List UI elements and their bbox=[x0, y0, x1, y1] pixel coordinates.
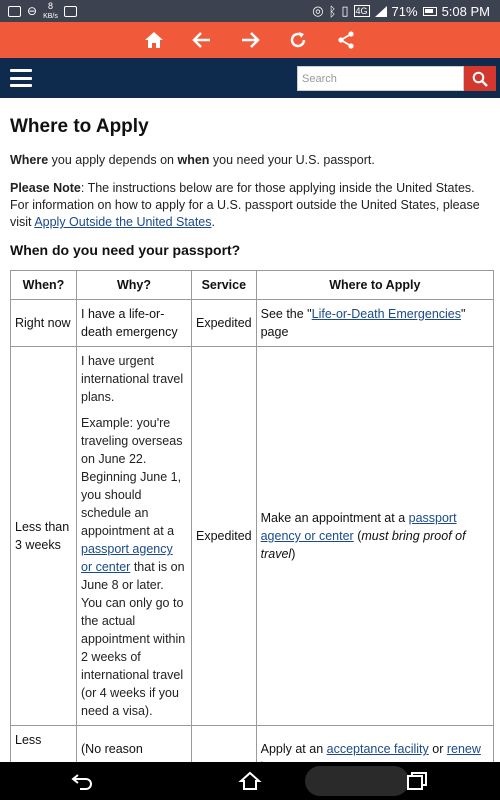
net-speed-value: 8 bbox=[47, 0, 53, 11]
row3-where-text: Apply at an bbox=[260, 742, 327, 756]
intro-text: you apply depends on bbox=[48, 153, 178, 167]
renew-link[interactable]: renew bbox=[446, 742, 481, 756]
agency-link-where[interactable]: passport agency or center bbox=[260, 511, 457, 543]
vibrate-icon: ▯ bbox=[341, 3, 349, 18]
site-header bbox=[0, 58, 500, 98]
emergencies-link[interactable]: Life-or-Death Emergencies bbox=[311, 307, 461, 321]
search-input[interactable] bbox=[297, 66, 464, 91]
net-speed bbox=[43, 2, 58, 21]
bluetooth-icon: ᛒ bbox=[328, 3, 337, 19]
nav-home-icon[interactable] bbox=[233, 768, 267, 794]
row2-when: Less than 3 weeks bbox=[11, 347, 77, 726]
network-badge: 4G bbox=[355, 6, 368, 16]
row2-where-italic: must bring proof of travel bbox=[260, 529, 466, 561]
header-why: Why? bbox=[77, 271, 192, 300]
search-button[interactable] bbox=[464, 66, 496, 91]
status-bar bbox=[0, 0, 500, 22]
row1-why: I have a life-or-death emergency bbox=[77, 300, 192, 347]
row2-why-p2-text: Example: you're traveling overseas on June 22. Beginning June 1, you should schedule an appointment at a bbox=[81, 416, 183, 538]
menu-icon[interactable] bbox=[10, 69, 32, 87]
row2-why bbox=[77, 347, 192, 726]
row2-where-text: Make an appointment at a bbox=[260, 511, 409, 525]
signal-icon bbox=[375, 6, 387, 17]
row2-why-p2 bbox=[81, 414, 187, 720]
row2-why-p1: I have urgent international travel plans. bbox=[81, 354, 184, 404]
battery-percent: 71% bbox=[391, 3, 418, 19]
row2-where bbox=[256, 347, 493, 726]
table-header-row bbox=[11, 271, 494, 300]
table-row bbox=[11, 347, 494, 726]
apply-table bbox=[10, 270, 494, 782]
intro-paragraph bbox=[10, 152, 490, 169]
clock: 5:08 PM bbox=[441, 3, 490, 19]
note-text: : The instructions below are for those applying inside the United States. For information on how to apply for a U.S. passport outside the United States, please visit bbox=[10, 181, 480, 229]
row3-why: (No reason bbox=[77, 726, 192, 782]
page-title: Where to Apply bbox=[10, 116, 149, 137]
image-icon bbox=[64, 6, 77, 17]
recents-highlight bbox=[305, 766, 409, 796]
net-speed-unit: KB/s bbox=[43, 12, 58, 20]
row2-where-end: ) bbox=[291, 547, 296, 561]
row1-when: Right now bbox=[11, 300, 77, 347]
intro-bold-when: when bbox=[177, 153, 210, 167]
note-paragraph bbox=[10, 180, 490, 231]
header-service: Service bbox=[192, 271, 257, 300]
row2-where-paren: ( bbox=[353, 529, 362, 543]
row1-where bbox=[256, 300, 493, 347]
hotspot-icon: ◎ bbox=[312, 3, 324, 18]
row2-service: Expedited bbox=[192, 347, 257, 726]
intro-bold-where: Where bbox=[10, 153, 49, 167]
nav-back-icon[interactable] bbox=[66, 768, 100, 794]
notification-icon bbox=[8, 6, 21, 17]
search-icon bbox=[472, 71, 488, 87]
row1-where-end: " page bbox=[260, 307, 466, 339]
nav-recents-icon[interactable] bbox=[400, 768, 434, 794]
header-when: When? bbox=[11, 271, 77, 300]
apply-outside-link[interactable]: Apply Outside the United States bbox=[34, 215, 212, 229]
header-where: Where to Apply bbox=[256, 271, 493, 300]
acceptance-facility-link[interactable]: acceptance facility bbox=[326, 742, 429, 756]
refresh-icon[interactable] bbox=[287, 29, 309, 51]
table-row bbox=[11, 300, 494, 347]
row1-where-text: See the " bbox=[260, 307, 312, 321]
home-icon[interactable] bbox=[143, 29, 165, 51]
intro-text-end: you need your U.S. passport. bbox=[209, 153, 375, 167]
note-label: Please Note bbox=[10, 181, 81, 195]
app-toolbar bbox=[0, 22, 500, 58]
row2-why-p2-end: that is on June 8 or later. You can only go to the actual appointment within 2 weeks of international travel (or 4 weeks if you need a visa). bbox=[81, 560, 186, 718]
battery-icon bbox=[423, 7, 437, 16]
row1-service: Expedited bbox=[192, 300, 257, 347]
more-notifications-icon: ⊖ bbox=[27, 4, 38, 18]
row3-when: Less bbox=[11, 726, 77, 782]
page-content bbox=[0, 98, 500, 762]
section-heading: When do you need your passport? bbox=[10, 242, 241, 258]
agency-link-why[interactable]: passport agency or center bbox=[81, 542, 173, 574]
note-end: . bbox=[211, 215, 215, 229]
share-icon[interactable] bbox=[335, 29, 357, 51]
back-arrow-icon[interactable] bbox=[191, 29, 213, 51]
row3-where-or: or bbox=[428, 742, 447, 756]
forward-arrow-icon[interactable] bbox=[239, 29, 261, 51]
system-nav-bar bbox=[0, 762, 500, 800]
